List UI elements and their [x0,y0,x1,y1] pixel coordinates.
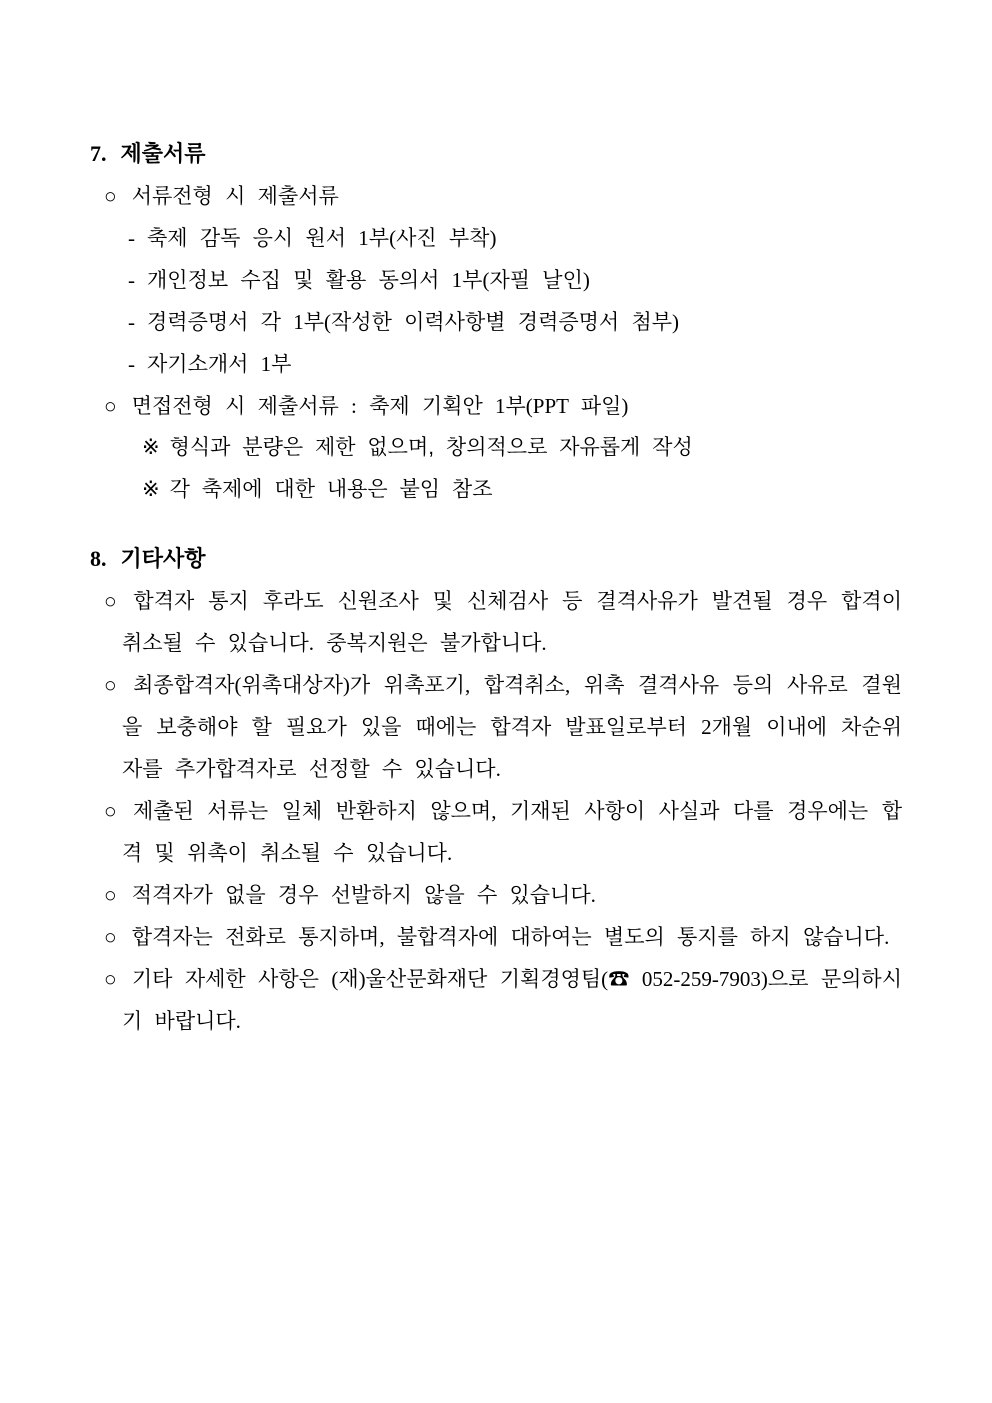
item-marker: ※ [142,478,160,501]
section-heading [90,133,902,175]
document-content [90,133,902,1042]
list-item [90,385,902,427]
list-item [90,427,902,469]
item-marker: - [128,268,135,292]
list-item [90,580,902,664]
list-item [90,343,902,385]
item-text: 제출된 서류는 일체 반환하지 않으며, 기재된 사항이 사실과 다를 경우에는 합격 및 위촉이 취소될 수 있습니다. [122,799,902,865]
section-title: 제출서류 [120,141,206,166]
item-text: 서류전형 시 제출서류 [131,184,339,208]
section-number: 8. [90,546,107,571]
item-text: 축제 감독 응시 원서 1부(사진 부착) [147,226,497,250]
item-text: 개인정보 수집 및 활용 동의서 1부(자필 날인) [147,268,590,292]
item-marker: - [128,310,135,334]
list-item [90,175,902,217]
section-title: 기타사항 [120,546,206,571]
item-text: 합격자 통지 후라도 신원조사 및 신체검사 등 결격사유가 발견될 경우 합격이 취소될 수 있습니다. 중복지원은 불가합니다. [122,589,902,655]
item-text: 기타 자세한 사항은 (재)울산문화재단 기획경영팀(☎ 052-259-7903)으로 문의하시기 바랍니다. [122,967,902,1033]
section-number: 7. [90,141,107,166]
item-marker: ○ [104,184,117,208]
item-marker: - [128,352,135,376]
list-item [90,916,902,958]
list-item [90,874,902,916]
item-text: 경력증명서 각 1부(작성한 이력사항별 경력증명서 첨부) [147,310,680,334]
list-item [90,301,902,343]
section-heading [90,538,902,580]
list-item [90,217,902,259]
item-marker: ○ [104,673,119,697]
item-marker: - [128,226,135,250]
item-text: 자기소개서 1부 [147,352,292,376]
list-item [90,259,902,301]
list-item [90,790,902,874]
item-text: 합격자는 전화로 통지하며, 불합격자에 대하여는 별도의 통지를 하지 않습니다. [131,925,890,949]
item-marker: ○ [104,967,117,991]
item-marker: ○ [104,883,117,907]
item-marker: ○ [104,589,119,613]
list-item [90,469,902,511]
item-marker: ○ [104,799,118,823]
list-item [90,958,902,1042]
item-marker: ○ [104,925,117,949]
item-text: 적격자가 없을 경우 선발하지 않을 수 있습니다. [131,883,596,907]
item-text: 면접전형 시 제출서류 : 축제 기획안 1부(PPT 파일) [131,394,629,418]
item-marker: ○ [104,394,117,418]
item-text: 형식과 분량은 제한 없으며, 창의적으로 자유롭게 작성 [169,436,693,459]
item-marker: ※ [142,436,160,459]
item-text: 최종합격자(위촉대상자)가 위촉포기, 합격취소, 위촉 결격사유 등의 사유로 결원을 보충해야 할 필요가 있을 때에는 합격자 발표일로부터 2개월 이내에 차순위자를 추가합격자로 선정할 수 있습니다. [122,673,903,781]
item-text: 각 축제에 대한 내용은 붙임 참조 [169,478,493,501]
list-item [90,664,902,790]
